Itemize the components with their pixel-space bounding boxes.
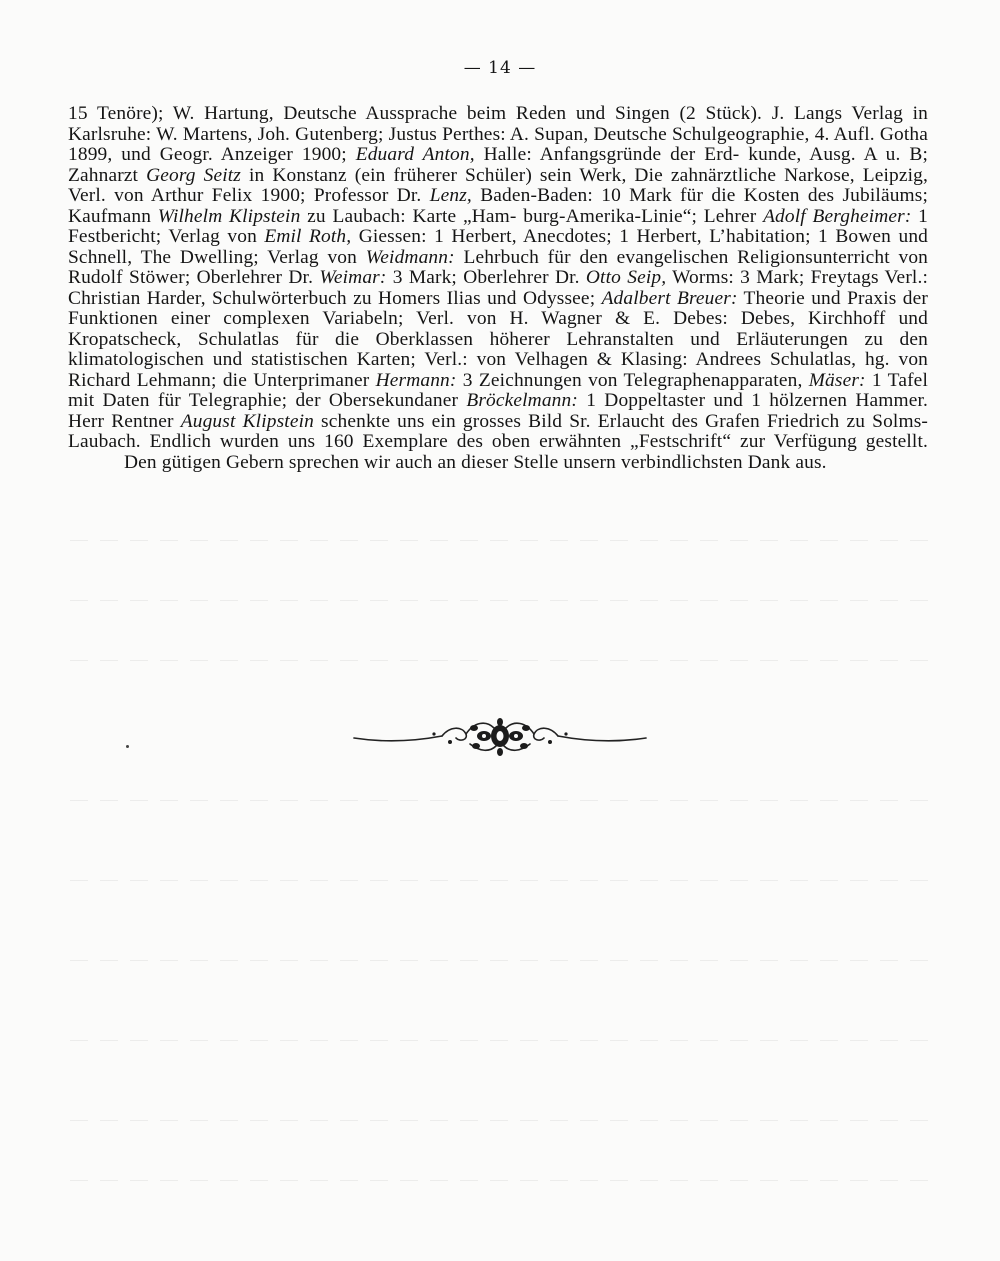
- donor-name: Otto Seip,: [585, 267, 667, 288]
- line: in Karlsruhe: W. Martens, Joh. Gutenberg; Justus Perthes: A. Supan, Deutsche Schulgeographie,: [68, 103, 928, 145]
- donor-name: Weidmann:: [365, 246, 455, 268]
- line: mit Daten für Telegraphie; der Obersekundaner: [68, 390, 467, 411]
- line: Halle: Anfangsgründe der Erd-: [474, 144, 740, 165]
- donor-name: Wilhelm Klipstein: [157, 205, 301, 227]
- line: Lehmann; die Unterprimaner: [136, 369, 376, 391]
- line: zahnärztliche Narkose, Leipzig, Verl. von Arthur Felix 1900; Professor Dr.: [68, 164, 929, 206]
- line: 4. Aufl. Gotha 1899, und Geogr. Anzeiger 1900;: [68, 123, 929, 165]
- line: 1 Festbericht; Verlag von: [68, 205, 929, 247]
- bleed-through-line: [70, 800, 930, 801]
- donor-name: Bröckelmann:: [466, 390, 578, 411]
- donor-name: Georg Seitz: [146, 164, 241, 186]
- line: Dr.: [288, 267, 320, 288]
- donor-name: Lenz,: [429, 185, 472, 206]
- line: Giessen:: [351, 226, 427, 247]
- line: 3 Zeichnungen von Telegraphenapparaten,: [456, 369, 809, 391]
- line: 1 Doppeltaster und 1 hölzernen: [577, 390, 848, 411]
- line: 10 Mark für die Kosten des Jubiläums; Kaufmann: [68, 185, 929, 227]
- donor-name: Emil Roth,: [264, 226, 352, 247]
- bleed-through-line: [70, 880, 930, 881]
- line: 3 Mark; Oberlehrer Dr.: [386, 267, 586, 288]
- donor-name: Weimar:: [319, 267, 387, 288]
- floral-vignette-icon: [350, 716, 650, 758]
- line: in Konstanz (ein früherer Schüler) sein Werk, Die: [241, 164, 663, 186]
- bleed-through-line: [70, 1120, 930, 1121]
- bleed-through-line: [70, 660, 930, 661]
- line: burg-Amerika-Linie“; Lehrer: [523, 205, 764, 227]
- line: einer complexen Variabeln; Verl. von H. Wagner & E. Debes: Debes, Kirchhoff und Kropatscheck,: [68, 308, 928, 350]
- line: Friedrich zu Solms-Laubach. Endlich wurden uns 160 Exemplare des oben erwähnten „Festschrift“: [68, 410, 928, 452]
- donor-name: Hermann:: [375, 369, 457, 391]
- bleed-through-line: [70, 540, 930, 541]
- line: Theorie und Praxis der Funktionen: [68, 287, 928, 329]
- bleed-through-line: [70, 1040, 930, 1041]
- line: zur Verfügung gestellt.: [739, 431, 929, 452]
- paragraph-donations: [68, 104, 928, 453]
- line: Baden-Baden:: [471, 185, 593, 206]
- line: kunde, Ausg. A u. B; Zahnarzt: [68, 144, 928, 186]
- donor-name: Adolf Bergheimer:: [763, 205, 912, 227]
- ink-speck: [126, 745, 129, 748]
- bleed-through-line: [70, 960, 930, 961]
- line: zu Laubach: Karte „Ham-: [300, 205, 517, 227]
- line: 15 Tenöre); W. Hartung, Deutsche Aussprache beim Reden und Singen (2 Stück). J. Langs Verlag: [68, 103, 903, 124]
- donor-name: Adalbert Breuer:: [601, 287, 738, 309]
- line: Lehrbuch für den evangelischen Religionsunterricht von Rudolf Stöwer; Oberlehrer: [68, 246, 929, 288]
- paragraph-thanks: Den gütigen Gebern sprechen wir auch an dieser Stelle unsern verbindlichsten Dank aus.: [124, 451, 827, 473]
- donor-name: Eduard Anton,: [355, 144, 475, 165]
- line: Schulwörterbuch zu Homers Ilias und Odyssee;: [212, 287, 602, 309]
- donor-name: Mäser:: [808, 369, 866, 391]
- line: und statistischen Karten; Verl.: von Velhagen & Klasing: Andrees Schulatlas, hg. von Richard: [68, 349, 929, 391]
- bleed-through-line: [70, 600, 930, 601]
- line: schenkte uns ein grosses Bild Sr. Erlaucht des Grafen: [313, 410, 760, 432]
- line: 1 Herbert, Anecdotes; 1 Herbert, L’habitation; 1 Bowen und Schnell, The Dwelling; Verlag von: [68, 226, 929, 268]
- line: Worms: 3 Mark; Freytags Verl.: Christian Harder,: [68, 267, 928, 309]
- line: 1 Tafel: [865, 369, 928, 391]
- page-number: — 14 —: [463, 58, 537, 78]
- donor-name: August Klipstein: [180, 410, 314, 432]
- bleed-through-line: [70, 1180, 930, 1181]
- body-text: [68, 104, 928, 473]
- line: Schulatlas für die Oberklassen höherer Lehranstalten und Erläuterungen zu den klimatologischen: [68, 328, 928, 370]
- line: Hammer. Herr Rentner: [68, 390, 929, 432]
